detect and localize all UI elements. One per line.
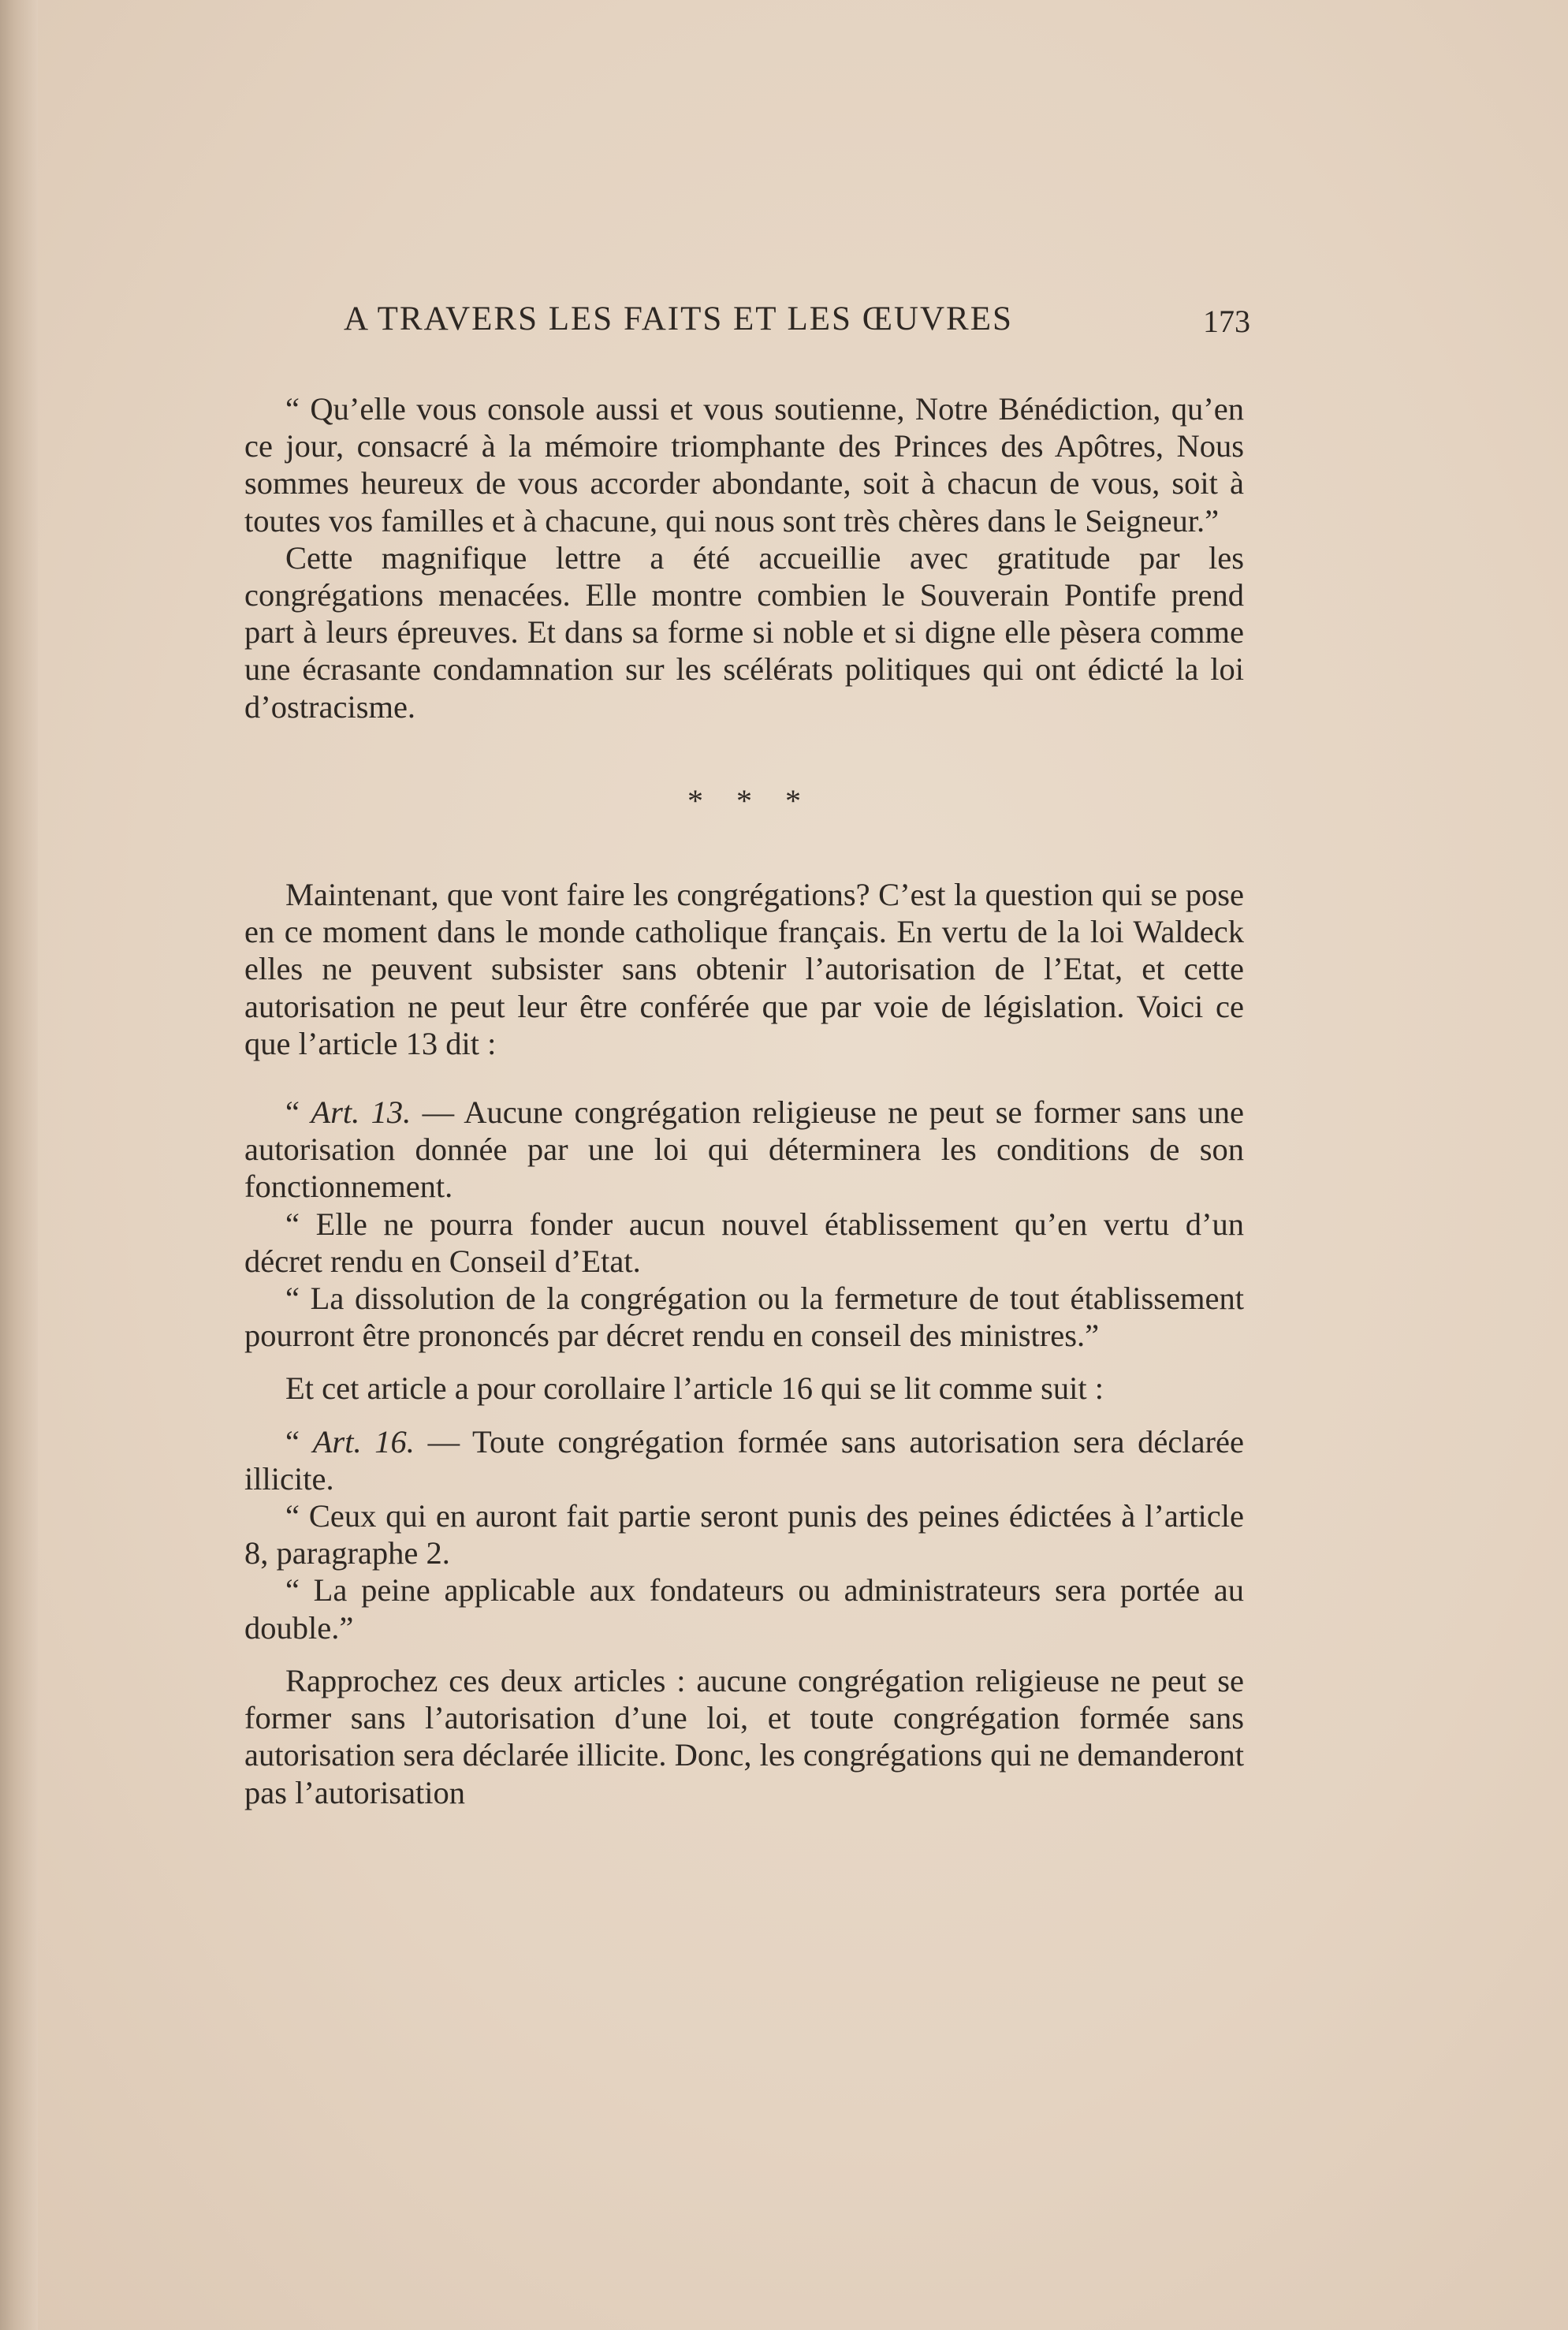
section-separator: * * * [687,782,814,818]
article-13-label: Art. 13. [311,1094,412,1131]
paragraph-quote-benediction: “ Qu’elle vous console aussi et vous soutienne, Notre Bénédiction, qu’en ce jour, consacré à la mémoire triomphante des Princes des Apôtres, Nous sommes heureux de vous accorder abondante, soit à chacun de vous, soit à toutes vos familles et à chacune, qui nous sont très chères dans le Seigneur.” [244,391,1244,539]
book-spine-shadow [0,0,38,2330]
quote-mark: “ [285,1423,313,1460]
paragraph-conclusion: Rapprochez ces deux articles : aucune congrégation religieuse ne peut se former sans l’autorisation d’une loi, et toute congrégation formée sans autorisation sera déclarée illicite. Donc, les congrégations qui ne demanderont pas l’autorisation [244,1662,1244,1810]
article-16-label: Art. 16. [312,1423,415,1460]
article-16-text: — Toute congrégation formée sans autorisation sera déclarée illicite. [244,1423,1244,1497]
page-body [244,390,1244,1811]
quote-mark: “ [285,1094,311,1131]
page-number: 173 [1203,304,1250,339]
paragraph-corollary: Et cet article a pour corollaire l’article 16 qui se lit comme suit : [285,1370,1104,1407]
article-16-paragraph-1 [244,1423,1244,1497]
running-head [344,300,1250,347]
paragraph-question: Maintenant, que vont faire les congrégations? C’est la question qui se pose en ce moment dans le monde catholique français. En vertu de la loi Waldeck elles ne peuvent subsister sans obtenir l’autorisation de l’Etat, et cette autorisation ne peut leur être conférée que par voie de législation. Voici ce que l’article 13 dit : [244,877,1244,1061]
article-16-paragraph-3: “ La peine applicable aux fondateurs ou administrateurs sera portée au double.” [244,1572,1244,1646]
article-16-paragraph-2: “ Ceux qui en auront fait partie seront punis des peines édictées à l’article 8, paragraphe 2. [244,1498,1244,1571]
article-13-text: — Aucune congrégation religieuse ne peut se former sans une autorisation donnée par une loi qui déterminera les conditions de son fonctionnement. [244,1094,1244,1205]
article-13-quote [244,1094,1244,1354]
article-13-paragraph-1 [244,1094,1244,1206]
article-13-paragraph-2: “ Elle ne pourra fonder aucun nouvel établissement qu’en vertu d’un décret rendu en Conseil d’Etat. [244,1206,1244,1279]
article-16-quote [244,1423,1244,1646]
article-13-paragraph-3: “ La dissolution de la congrégation ou la fermeture de tout établissement pourront être prononcés par décret rendu en conseil des ministres.” [244,1281,1244,1354]
running-title: A TRAVERS LES FAITS ET LES ŒUVRES [344,300,1013,337]
paragraph-commentary: Cette magnifique lettre a été accueillie avec gratitude par les congrégations menacées. Elle montre combien le Souverain Pontife prend part à leurs épreuves. Et dans sa forme si noble et si digne elle pèsera comme une écrasante condamnation sur les scélérats politiques qui ont édicté la loi d’ostracisme. [244,539,1244,725]
